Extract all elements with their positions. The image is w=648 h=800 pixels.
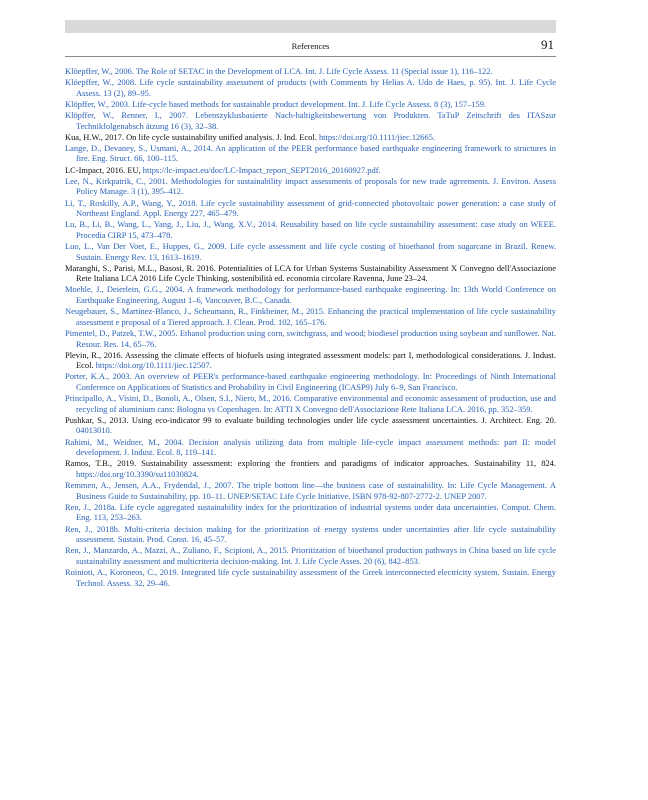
reference-text: Principallo, A., Visini, D., Bonoli, A., Olsen, S.I., Niero, M., 2016. Comparative environmental and economic assessment of production, use and recycling of aluminium cans: Bologna vs Copenhagen. In: ATTI X Convegno dell'Associazione Rete Italiana LCA. 2016, pp. 352–359. [65, 393, 556, 414]
reference-doi-link[interactable]: 04013010. [76, 425, 112, 436]
reference-entry [65, 350, 556, 371]
reference-text: Klöpffer, W., 2003. Life-cycle based methods for sustainable product development. Int. J. Life Cycle Assess. 8 (3), 157–159. [65, 98, 487, 109]
page-number: 91 [541, 37, 554, 52]
reference-text: Lee, N., Kirkpatrik, C., 2001. Methodologies for sustainability impact assessments of proposals for new trade agreements. J. Environ. Assess Policy Manage. 3 (1), 395–412. [65, 175, 556, 197]
reference-doi-link[interactable]: https://lc-impact.eu/doc/LC-Impact_report_SEPT2016_20160927.pdf. [142, 164, 381, 175]
reference-entry[interactable] [65, 545, 556, 566]
reference-entry[interactable] [65, 77, 556, 98]
reference-text: Ren, J., 2018a. Life cycle aggregated sustainability index for the prioritization of industrial systems under data uncertainties. Comput. Chem. Eng. 113, 253–263. [65, 501, 556, 523]
reference-entry[interactable] [65, 110, 556, 131]
page-header [65, 36, 556, 57]
reference-text: Ren, J., 2018b. Multi-criteria decision making for the prioritization of energy systems under uncertainties after life cycle sustainability assessment. Sustain. Prod. Const. 16, 45–57. [65, 523, 556, 545]
reference-text: Li, T., Roskilly, A.P., Wang, Y., 2018. Life cycle sustainability assessment of grid-connected photovoltaic power generation: a case study of Northeast England. Appl. Energy 227, 465–479. [65, 197, 556, 219]
reference-entry [65, 263, 556, 284]
reference-text: Klöpffer, W., Renner, I., 2007. Lebenszyklusbasierte Nach-haltigkeitsbewertung von Produkten. TaTuP Zeitschrift des ITASzur Technikfolgenabsch ätzung 16 (3), 32–38. [65, 110, 556, 131]
reference-text: Roinioti, A., Koroneos, C., 2019. Integrated life cycle sustainability assessment of the Greek interconnected electricity system. Sustain. Energy Technol. Assess. 32, 29–46. [65, 566, 556, 588]
reference-entry[interactable] [65, 371, 556, 392]
reference-doi-link[interactable]: https://doi.org/10.3390/su11030824. [76, 468, 199, 479]
reference-text: Moehle, J., Deierlein, G.G., 2004. A framework methodology for performance-based earthquake engineering. In: 13th World Conference on Earthquake Engineering, August 1–6, Vancouver, B.C., Canada. [65, 284, 556, 306]
running-head: References [291, 41, 330, 51]
reference-text: Kua, H.W., 2017. On life cycle sustainability unified analysis. J. Ind. Ecol. [65, 131, 319, 142]
reference-text: Neugebauer, S., Martinez-Blanco, J., Scheumann, R., Finkbeiner, M., 2015. Enhancing the practical implementation of life cycle sustainability assessment e proposal of a Tiered approach. J. Clean. Prod. 102, 165–176. [65, 306, 556, 327]
reference-text: Pimentel, D., Patzek, T.W., 2005. Ethanol production using corn, switchgrass, and wood; biodiesel production using soybean and sunflower. Nat. Resour. Res. 14, 65–76. [65, 327, 556, 349]
reference-text: Rahimi, M., Weidner, M., 2004. Decision analysis utilizing data from multiple life-cycle impact assessment methods: part II: model development. J. Indust. Ecol. 8, 119–141. [65, 436, 556, 458]
reference-entry [65, 165, 556, 176]
reference-text: Luo, L., Van Der Voet, E., Huppes, G., 2009. Life cycle assessment and life cycle costing of bioethanol from sugarcane in Brazil. Renew. Sustain. Energy Rev. 13, 1613–1619. [65, 240, 556, 262]
reference-entry[interactable] [65, 241, 556, 262]
reference-entry[interactable] [65, 284, 556, 305]
reference-entry[interactable] [65, 328, 556, 349]
reference-list [65, 66, 556, 589]
reference-doi-link[interactable]: https://doi.org/10.1111/jiec.12507. [95, 360, 212, 371]
reference-entry[interactable] [65, 219, 556, 240]
reference-text: Lu, B., Li, B., Wang, L., Yang, J., Liu, J., Wang, X.V., 2014. Reusability based on life cycle sustainability assessment: case study on WEEE. Procedia CIRP 15, 473–478. [65, 219, 556, 240]
reference-text: Pushkar, S., 2013. Using eco-indicator 99 to evaluate building technologies under life cycle assessment uncertainties. J. Architect. Eng. 20. [65, 414, 556, 425]
reference-entry[interactable] [65, 143, 556, 164]
reference-entry[interactable] [65, 393, 556, 414]
reference-entry[interactable] [65, 437, 556, 458]
reference-text: Ren, J., Manzardo, A., Mazzi, A., Zuliano, F., Scipioni, A., 2015. Prioritization of bioethanol production pathways in China based on life cycle sustainability assessment and multicriteria decision-making. Int. J. Life Cycle Asses. 20 (6), 842–853. [65, 545, 556, 566]
reference-entry [65, 132, 556, 143]
reference-entry [65, 458, 556, 479]
reference-text: Plevin, R., 2016. Assessing the climate effects of biofuels using integrated assessment models: part I, methodological considerations. J. Indust. Ecol. [65, 349, 556, 371]
reference-entry[interactable] [65, 567, 556, 588]
reference-entry[interactable] [65, 198, 556, 219]
reference-text: Maranghi, S., Parisi, M.L., Basosi, R. 2016. Potentialities of LCA for Urban Systems Sustainability Assessment X Convegno dell'Associazione Rete Italiana LCA 2016 Life Cycle Thinking, sostenibilità ed. economia circolare Ravenna, June 23–24. [65, 262, 556, 284]
reference-entry[interactable] [65, 480, 556, 501]
reference-entry[interactable] [65, 99, 556, 110]
reference-text: Remmen, A., Jensen, A.A., Frydendal, J., 2007. The triple bottom line—the business case of sustainability. In: Life Cycle Management. A Business Guide to Sustainability, pp. 10–11. UNEP/SETAC Life Cycle Initiative. ISBN 978-92-807-2772-2. UNEP 2007. [65, 480, 556, 501]
reference-entry[interactable] [65, 502, 556, 523]
reference-text: Klöepffer, W., 2006. The Role of SETAC in the Development of LCA. Int. J. Life Cycle Assess. 11 (Special issue 1), 116–122. [65, 66, 493, 76]
reference-text: Porter, K.A., 2003. An overview of PEER's performance-based earthquake engineering methodology. In: Proceedings of Ninth International Conference on Applications of Statistics and Probability in Civil Engineering (ICASP9) July 6–9, San Francisco. [65, 371, 556, 392]
reference-text: LC-Impact, 2016. EU, [65, 164, 143, 175]
reference-text: Lange, D., Devaney, S., Usmani, A., 2014. An application of the PEER performance based earthquake engineering framework to structures in fire. Eng. Struct. 66, 100–115. [65, 142, 556, 164]
reference-entry[interactable] [65, 524, 556, 545]
reference-text: Klöepffer, W., 2008. Life cycle sustainability assessment of products (with Comments by Helias A. Udo de Haes, p. 95). Int. J. Life Cycle Assess. 13 (2), 89–95. [65, 77, 556, 98]
top-gray-bar [65, 20, 556, 33]
reference-doi-link[interactable]: https://doi.org/10.1111/jiec.12665. [318, 131, 436, 142]
reference-text: Ramos, T.B., 2019. Sustainability assessment: exploring the frontiers and paradigms of indicator approaches. Sustainability 11, 824. [65, 458, 556, 469]
reference-entry[interactable] [65, 176, 556, 197]
reference-entry [65, 415, 556, 436]
reference-entry[interactable] [65, 306, 556, 327]
reference-entry[interactable] [65, 66, 556, 77]
